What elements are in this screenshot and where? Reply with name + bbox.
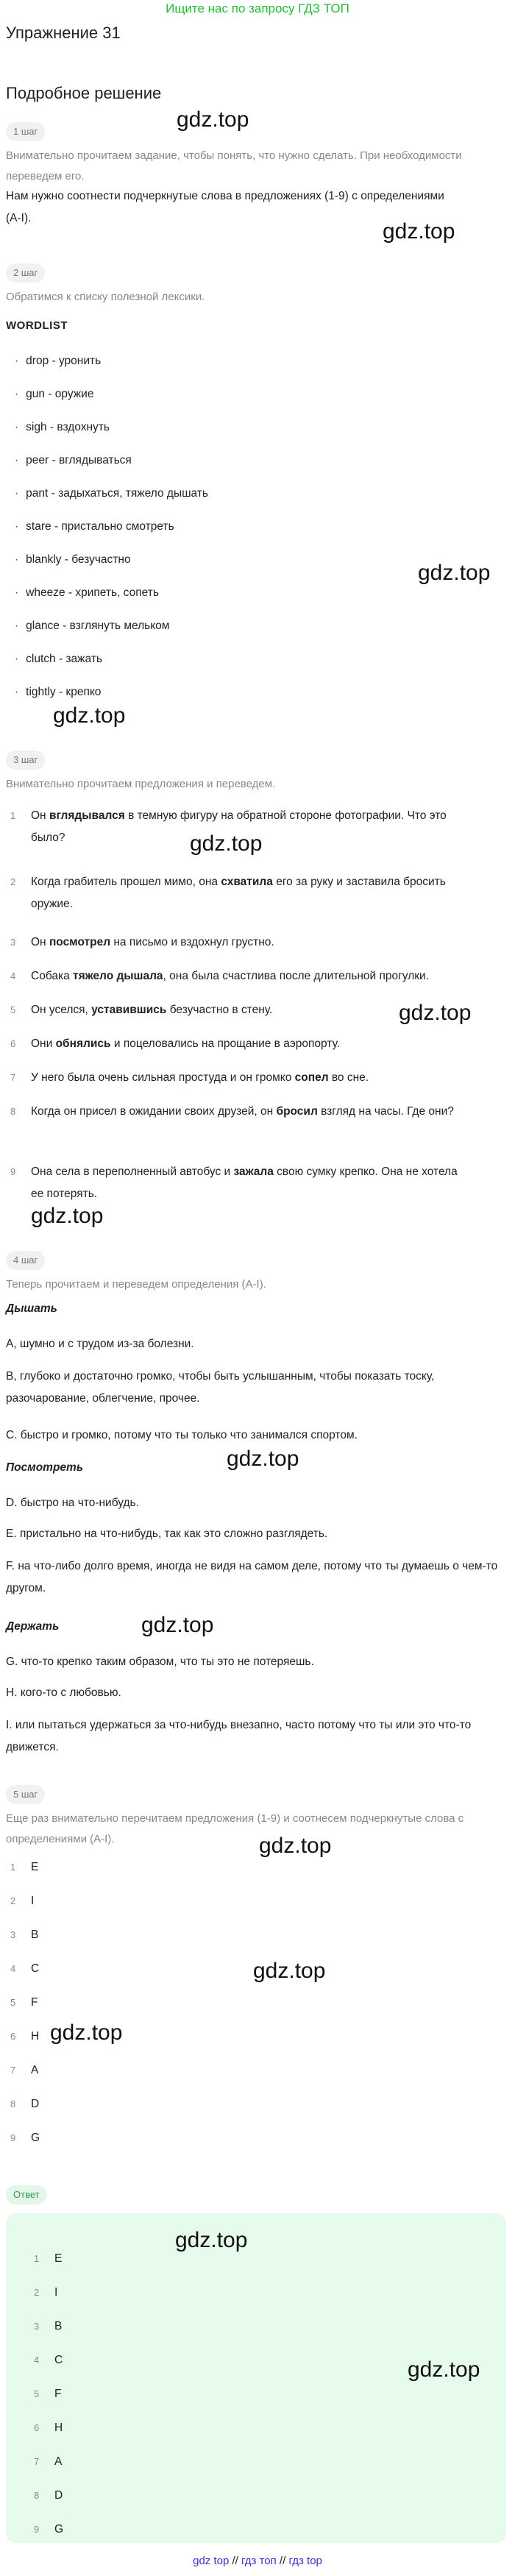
sentence-item xyxy=(10,805,496,849)
definition: F. на что-либо долго время, иногда не видя на самом деле, потому что ты думаешь о чем-то другом. xyxy=(6,1560,498,1594)
answer-letter: B xyxy=(54,2320,63,2332)
match-number: 5 xyxy=(10,1997,16,2008)
answer-item xyxy=(34,2383,181,2405)
watermark: gdz.top xyxy=(227,1447,299,1471)
underlined-word: зажала xyxy=(233,1165,274,1178)
definition-group-heading: Посмотреть xyxy=(6,1461,84,1474)
match-letter: C xyxy=(31,1962,40,1975)
step-note: Внимательно прочитаем задание, чтобы понять, что нужно сделать. При необходимости переведем его. xyxy=(6,149,462,182)
wordlist-item: · peer - вглядываться xyxy=(15,454,132,467)
sentence-item xyxy=(10,965,496,987)
match-item xyxy=(10,2059,496,2082)
answer-letter: G xyxy=(54,2523,64,2536)
match-item xyxy=(10,2127,496,2149)
definition: G. что-то крепко таким образом, что ты это не потеряешь. xyxy=(6,1656,314,1668)
match-item xyxy=(10,1890,496,1912)
step-note: Внимательно прочитаем предложения и переведем. xyxy=(6,778,276,790)
top-banner-link[interactable]: Ищите нас по запросу ГДЗ ТОП xyxy=(166,1,349,15)
match-item xyxy=(10,2093,496,2115)
step-badge: 5 шаг xyxy=(6,1785,45,1804)
match-number: 8 xyxy=(10,2098,16,2110)
definition: H. кого-то с любовью. xyxy=(6,1686,121,1699)
watermark: gdz.top xyxy=(50,2020,123,2045)
match-letter: A xyxy=(31,2064,39,2076)
answer-letter: F xyxy=(54,2388,62,2400)
match-letter: H xyxy=(31,2030,40,2043)
watermark: gdz.top xyxy=(177,107,249,132)
watermark: gdz.top xyxy=(31,1204,104,1228)
sentence-text: Она села в переполненный автобус и зажала свою сумку крепко. Она не хотела ее потерять. xyxy=(31,1165,458,1200)
definition-group-heading: Держать xyxy=(6,1620,60,1633)
answer-letter: D xyxy=(54,2489,63,2502)
step-note: Обратимся к списку полезной лексики. xyxy=(6,291,205,303)
sentence-number: 9 xyxy=(10,1166,16,1177)
definition-group-heading: Дышать xyxy=(6,1302,57,1315)
answer-item xyxy=(34,2485,181,2507)
wordlist-item: · pant - задыхаться, тяжело дышать xyxy=(15,487,208,500)
answer-item xyxy=(34,2282,181,2304)
sentence-number: 5 xyxy=(10,1004,16,1015)
match-letter: E xyxy=(31,1861,39,1873)
match-item xyxy=(10,2026,496,2048)
solution-title: Подробное решение xyxy=(6,84,162,102)
answer-number: 3 xyxy=(34,2321,40,2332)
underlined-word: сопел xyxy=(294,1071,329,1084)
watermark: gdz.top xyxy=(399,1001,472,1025)
match-item xyxy=(10,1856,496,1878)
sentence-text: Собака тяжело дышала, она была счастлива после длительной прогулки. xyxy=(31,970,430,982)
sentence-item xyxy=(10,871,496,915)
wordlist-item: · sigh - вздохнуть xyxy=(15,421,110,434)
match-item xyxy=(10,1992,496,2014)
sentence-item xyxy=(10,1101,496,1123)
wordlist-item: · clutch - зажать xyxy=(15,653,102,666)
watermark: gdz.top xyxy=(408,2357,480,2382)
sentence-text: Он уселся, уставившись безучастно в стену. xyxy=(31,1004,273,1016)
answer-letter: A xyxy=(54,2455,63,2468)
watermark: gdz.top xyxy=(253,1959,326,1983)
answer-number: 5 xyxy=(34,2388,40,2399)
footer-link[interactable]: gdz top xyxy=(193,2555,230,2567)
match-letter: D xyxy=(31,2098,40,2110)
watermark: gdz.top xyxy=(141,1613,214,1637)
sentence-number: 8 xyxy=(10,1106,16,1117)
underlined-word: уставившись xyxy=(91,1004,167,1016)
step-text: Нам нужно соотнести подчеркнутые слова в предложениях (1-9) с определениями (A-I). xyxy=(6,190,444,224)
wordlist-item: · stare - пристально смотреть xyxy=(15,520,174,533)
footer-separator: // xyxy=(229,2555,241,2567)
sentence-number: 4 xyxy=(10,971,16,982)
footer-separator: // xyxy=(276,2555,289,2567)
answer-number: 1 xyxy=(34,2253,40,2264)
definition: C. быстро и громко, потому что ты только что занимался спортом. xyxy=(6,1429,358,1441)
wordlist-item: · tightly - крепко xyxy=(15,686,101,699)
sentence-text: Он вглядывался в темную фигуру на обратной стороне фотографии. Что это было? xyxy=(31,809,447,844)
definition: I. или пытаться удержаться за что-нибудь внезапно, часто потому что ты или это что-то движется. xyxy=(6,1719,472,1753)
answer-letter: C xyxy=(54,2354,63,2366)
wordlist-item: · drop - уронить xyxy=(15,355,101,368)
underlined-word: схватила xyxy=(221,876,273,888)
footer-link[interactable]: гдз топ xyxy=(241,2555,277,2567)
match-item xyxy=(10,1924,496,1946)
watermark: gdz.top xyxy=(418,561,491,585)
wordlist-title: WORDLIST xyxy=(6,319,68,332)
underlined-word: обнялись xyxy=(55,1037,111,1050)
match-number: 6 xyxy=(10,2031,16,2042)
answer-item xyxy=(34,2316,181,2338)
definition: B, глубоко и достаточно громко, чтобы быть услышанным, чтобы показать тоску, разочарование, облегчение, прочее. xyxy=(6,1370,435,1405)
sentence-item xyxy=(10,1161,496,1205)
step-badge: 4 шаг xyxy=(6,1251,45,1270)
answer-number: 7 xyxy=(34,2456,40,2467)
answer-number: 8 xyxy=(34,2490,40,2501)
wordlist-item: · gun - оружие xyxy=(15,388,93,401)
sentence-number: 7 xyxy=(10,1072,16,1083)
answer-number: 2 xyxy=(34,2287,40,2298)
footer-link[interactable]: гдз top xyxy=(288,2555,322,2567)
sentence-item xyxy=(10,1033,496,1055)
sentence-text: Когда он присел в ожидании своих друзей, он бросил взгляд на часы. Где они? xyxy=(31,1105,454,1118)
watermark: gdz.top xyxy=(175,2228,248,2252)
sentence-number: 6 xyxy=(10,1038,16,1049)
answer-number: 9 xyxy=(34,2524,40,2535)
match-item xyxy=(10,1958,496,1980)
sentence-item xyxy=(10,932,496,954)
watermark: gdz.top xyxy=(259,1834,332,1858)
match-letter: I xyxy=(31,1895,35,1907)
sentence-text: У него была очень сильная простуда и он громко сопел во сне. xyxy=(31,1071,369,1084)
match-letter: B xyxy=(31,1929,39,1941)
match-number: 4 xyxy=(10,1963,16,1974)
wordlist-item: · glance - взглянуть мельком xyxy=(15,620,169,633)
answer-number: 6 xyxy=(34,2422,40,2433)
answer-item xyxy=(34,2349,181,2371)
answer-item xyxy=(34,2248,181,2270)
exercise-title: Упражнение 31 xyxy=(6,24,121,42)
underlined-word: вглядывался xyxy=(49,809,125,822)
wordlist-item: · blankly - безучастно xyxy=(15,553,131,567)
definition: A, шумно и с трудом из-за болезни. xyxy=(6,1338,194,1350)
watermark: gdz.top xyxy=(190,831,263,856)
definition: E. пристально на что-нибудь, так как это сложно разглядеть. xyxy=(6,1527,328,1540)
watermark: gdz.top xyxy=(53,703,126,728)
sentence-number: 3 xyxy=(10,937,16,948)
watermark: gdz.top xyxy=(383,219,455,244)
answer-item xyxy=(34,2451,181,2473)
definition: D. быстро на что-нибудь. xyxy=(6,1497,139,1509)
answer-letter: E xyxy=(54,2252,63,2265)
step-badge: 3 шаг xyxy=(6,751,45,770)
answer-badge: Ответ xyxy=(6,2185,47,2204)
answer-item xyxy=(34,2519,181,2541)
sentence-item xyxy=(10,999,496,1021)
answer-number: 4 xyxy=(34,2355,40,2366)
step-note: Еще раз внимательно перечитаем предложения (1-9) и соотнесем подчеркнутые слова с определениями (A-I). xyxy=(6,1812,464,1845)
match-letter: F xyxy=(31,1996,38,2009)
step-badge: 1 шаг xyxy=(6,122,45,141)
answer-letter: H xyxy=(54,2421,63,2434)
wordlist-item: · wheeze - хрипеть, сопеть xyxy=(15,586,159,600)
match-number: 3 xyxy=(10,1929,16,1940)
step-note: Теперь прочитаем и переведем определения (A-I). xyxy=(6,1278,266,1291)
sentence-text: Он посмотрел на письмо и вздохнул грустно. xyxy=(31,936,274,948)
underlined-word: бросил xyxy=(276,1105,318,1118)
underlined-word: тяжело дышала xyxy=(73,970,163,982)
answer-item xyxy=(34,2417,181,2439)
answer-letter: I xyxy=(54,2286,58,2299)
sentence-text: Когда грабитель прошел мимо, она схватила его за руку и заставила бросить оружие. xyxy=(31,876,446,910)
sentence-text: Они обнялись и поцеловались на прощание в аэропорту. xyxy=(31,1037,341,1050)
sentence-number: 2 xyxy=(10,876,16,887)
match-letter: G xyxy=(31,2132,40,2144)
underlined-word: посмотрел xyxy=(49,936,111,948)
match-number: 7 xyxy=(10,2065,16,2076)
match-number: 2 xyxy=(10,1895,16,1906)
match-number: 1 xyxy=(10,1862,16,1873)
match-number: 9 xyxy=(10,2132,16,2143)
footer-links xyxy=(0,2555,515,2567)
sentence-number: 1 xyxy=(10,810,16,821)
step-badge: 2 шаг xyxy=(6,263,45,283)
sentence-item xyxy=(10,1067,496,1089)
